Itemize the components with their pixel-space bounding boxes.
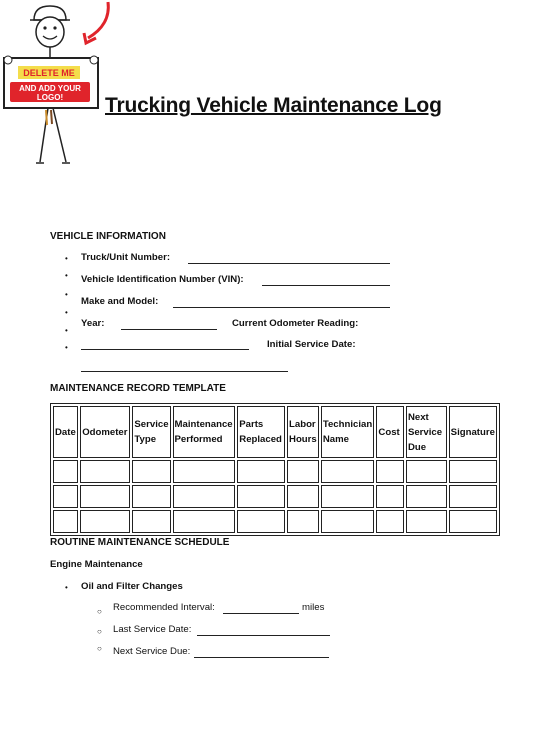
col-header-labor-hours: Labor Hours bbox=[287, 406, 319, 458]
schedule-heading: ROUTINE MAINTENANCE SCHEDULE bbox=[50, 537, 230, 548]
table-cell[interactable] bbox=[53, 510, 78, 533]
last-service-label: Last Service Date: bbox=[113, 624, 192, 635]
year-field[interactable] bbox=[121, 328, 217, 330]
title-prefix: Trucking bbox=[105, 94, 191, 117]
col-header-next-service-due: Next Service Due bbox=[406, 406, 447, 458]
col-header-odometer: Odometer bbox=[80, 406, 130, 458]
vehicle-info-heading: VEHICLE INFORMATION bbox=[50, 231, 166, 242]
table-cell[interactable] bbox=[132, 485, 170, 508]
bullet-icon: • bbox=[65, 583, 68, 592]
bullet-icon: • bbox=[65, 343, 68, 352]
table-cell[interactable] bbox=[173, 485, 236, 508]
table-cell[interactable] bbox=[53, 460, 78, 483]
table-row bbox=[53, 460, 497, 483]
title-rest: Vehicle Maintenance Log bbox=[190, 94, 442, 117]
oil-filter-item: Oil and Filter Changes bbox=[81, 581, 183, 592]
table-cell[interactable] bbox=[237, 510, 285, 533]
maintenance-record-table bbox=[50, 403, 500, 536]
make-model-field[interactable] bbox=[173, 306, 390, 308]
col-header-parts-replaced: Parts Replaced bbox=[237, 406, 285, 458]
table-cell[interactable] bbox=[237, 485, 285, 508]
table-cell[interactable] bbox=[80, 510, 130, 533]
make-model-label: Make and Model: bbox=[81, 296, 159, 307]
circle-bullet-icon: ○ bbox=[97, 627, 102, 636]
table-cell[interactable] bbox=[287, 460, 319, 483]
interval-label: Recommended Interval: bbox=[113, 602, 215, 613]
col-header-technician-name: Technician Name bbox=[321, 406, 375, 458]
logo-text-line3: LOGO! bbox=[36, 93, 64, 102]
bullet-icon: • bbox=[65, 254, 68, 263]
interval-unit: miles bbox=[302, 602, 325, 613]
table-cell[interactable] bbox=[287, 510, 319, 533]
col-header-date: Date bbox=[53, 406, 78, 458]
odometer-label: Current Odometer Reading: bbox=[232, 318, 359, 329]
bullet-icon: • bbox=[65, 308, 68, 317]
table-cell[interactable] bbox=[406, 485, 447, 508]
service-date-field[interactable] bbox=[81, 370, 288, 372]
table-cell[interactable] bbox=[321, 460, 375, 483]
table-row bbox=[53, 485, 497, 508]
col-header-signature: Signature bbox=[449, 406, 497, 458]
service-date-label: Initial Service Date: bbox=[267, 339, 356, 350]
table-cell[interactable] bbox=[53, 485, 78, 508]
year-label: Year: bbox=[81, 318, 105, 329]
bullet-icon: • bbox=[65, 271, 68, 280]
table-cell[interactable] bbox=[173, 510, 236, 533]
interval-field[interactable] bbox=[223, 612, 299, 614]
table-cell[interactable] bbox=[376, 510, 404, 533]
odometer-field[interactable] bbox=[81, 348, 249, 350]
engine-maintenance-heading: Engine Maintenance bbox=[50, 559, 143, 570]
bullet-icon: • bbox=[65, 326, 68, 335]
table-row bbox=[53, 510, 497, 533]
table-cell[interactable] bbox=[80, 460, 130, 483]
table-cell[interactable] bbox=[321, 485, 375, 508]
logo-text-line2: AND ADD YOUR bbox=[19, 84, 81, 93]
table-cell[interactable] bbox=[237, 460, 285, 483]
table-cell[interactable] bbox=[80, 485, 130, 508]
page-title bbox=[105, 94, 442, 118]
logo-text-line1: DELETE ME bbox=[23, 68, 75, 78]
next-service-label: Next Service Due: bbox=[113, 646, 191, 657]
circle-bullet-icon: ○ bbox=[97, 607, 102, 616]
vin-label: Vehicle Identification Number (VIN): bbox=[81, 274, 244, 285]
table-cell[interactable] bbox=[321, 510, 375, 533]
col-header-service-type: Service Type bbox=[132, 406, 170, 458]
table-cell[interactable] bbox=[406, 460, 447, 483]
vin-field[interactable] bbox=[262, 284, 390, 286]
logo-placeholder bbox=[0, 0, 120, 170]
col-header-cost: Cost bbox=[376, 406, 404, 458]
truck-unit-field[interactable] bbox=[188, 262, 390, 264]
col-header-maintenance-performed: Maintenance Performed bbox=[173, 406, 236, 458]
table-header-row bbox=[53, 406, 497, 458]
table-cell[interactable] bbox=[449, 510, 497, 533]
table-cell[interactable] bbox=[132, 460, 170, 483]
table-cell[interactable] bbox=[406, 510, 447, 533]
bullet-icon: • bbox=[65, 290, 68, 299]
table-cell[interactable] bbox=[376, 460, 404, 483]
next-service-field[interactable] bbox=[194, 656, 329, 658]
record-heading: MAINTENANCE RECORD TEMPLATE bbox=[50, 383, 226, 394]
table-cell[interactable] bbox=[132, 510, 170, 533]
circle-bullet-icon: ○ bbox=[97, 644, 102, 653]
table-cell[interactable] bbox=[173, 460, 236, 483]
truck-unit-label: Truck/Unit Number: bbox=[81, 252, 171, 263]
table-cell[interactable] bbox=[449, 485, 497, 508]
table-cell[interactable] bbox=[449, 460, 497, 483]
table-cell[interactable] bbox=[376, 485, 404, 508]
last-service-field[interactable] bbox=[197, 634, 330, 636]
table-cell[interactable] bbox=[287, 485, 319, 508]
